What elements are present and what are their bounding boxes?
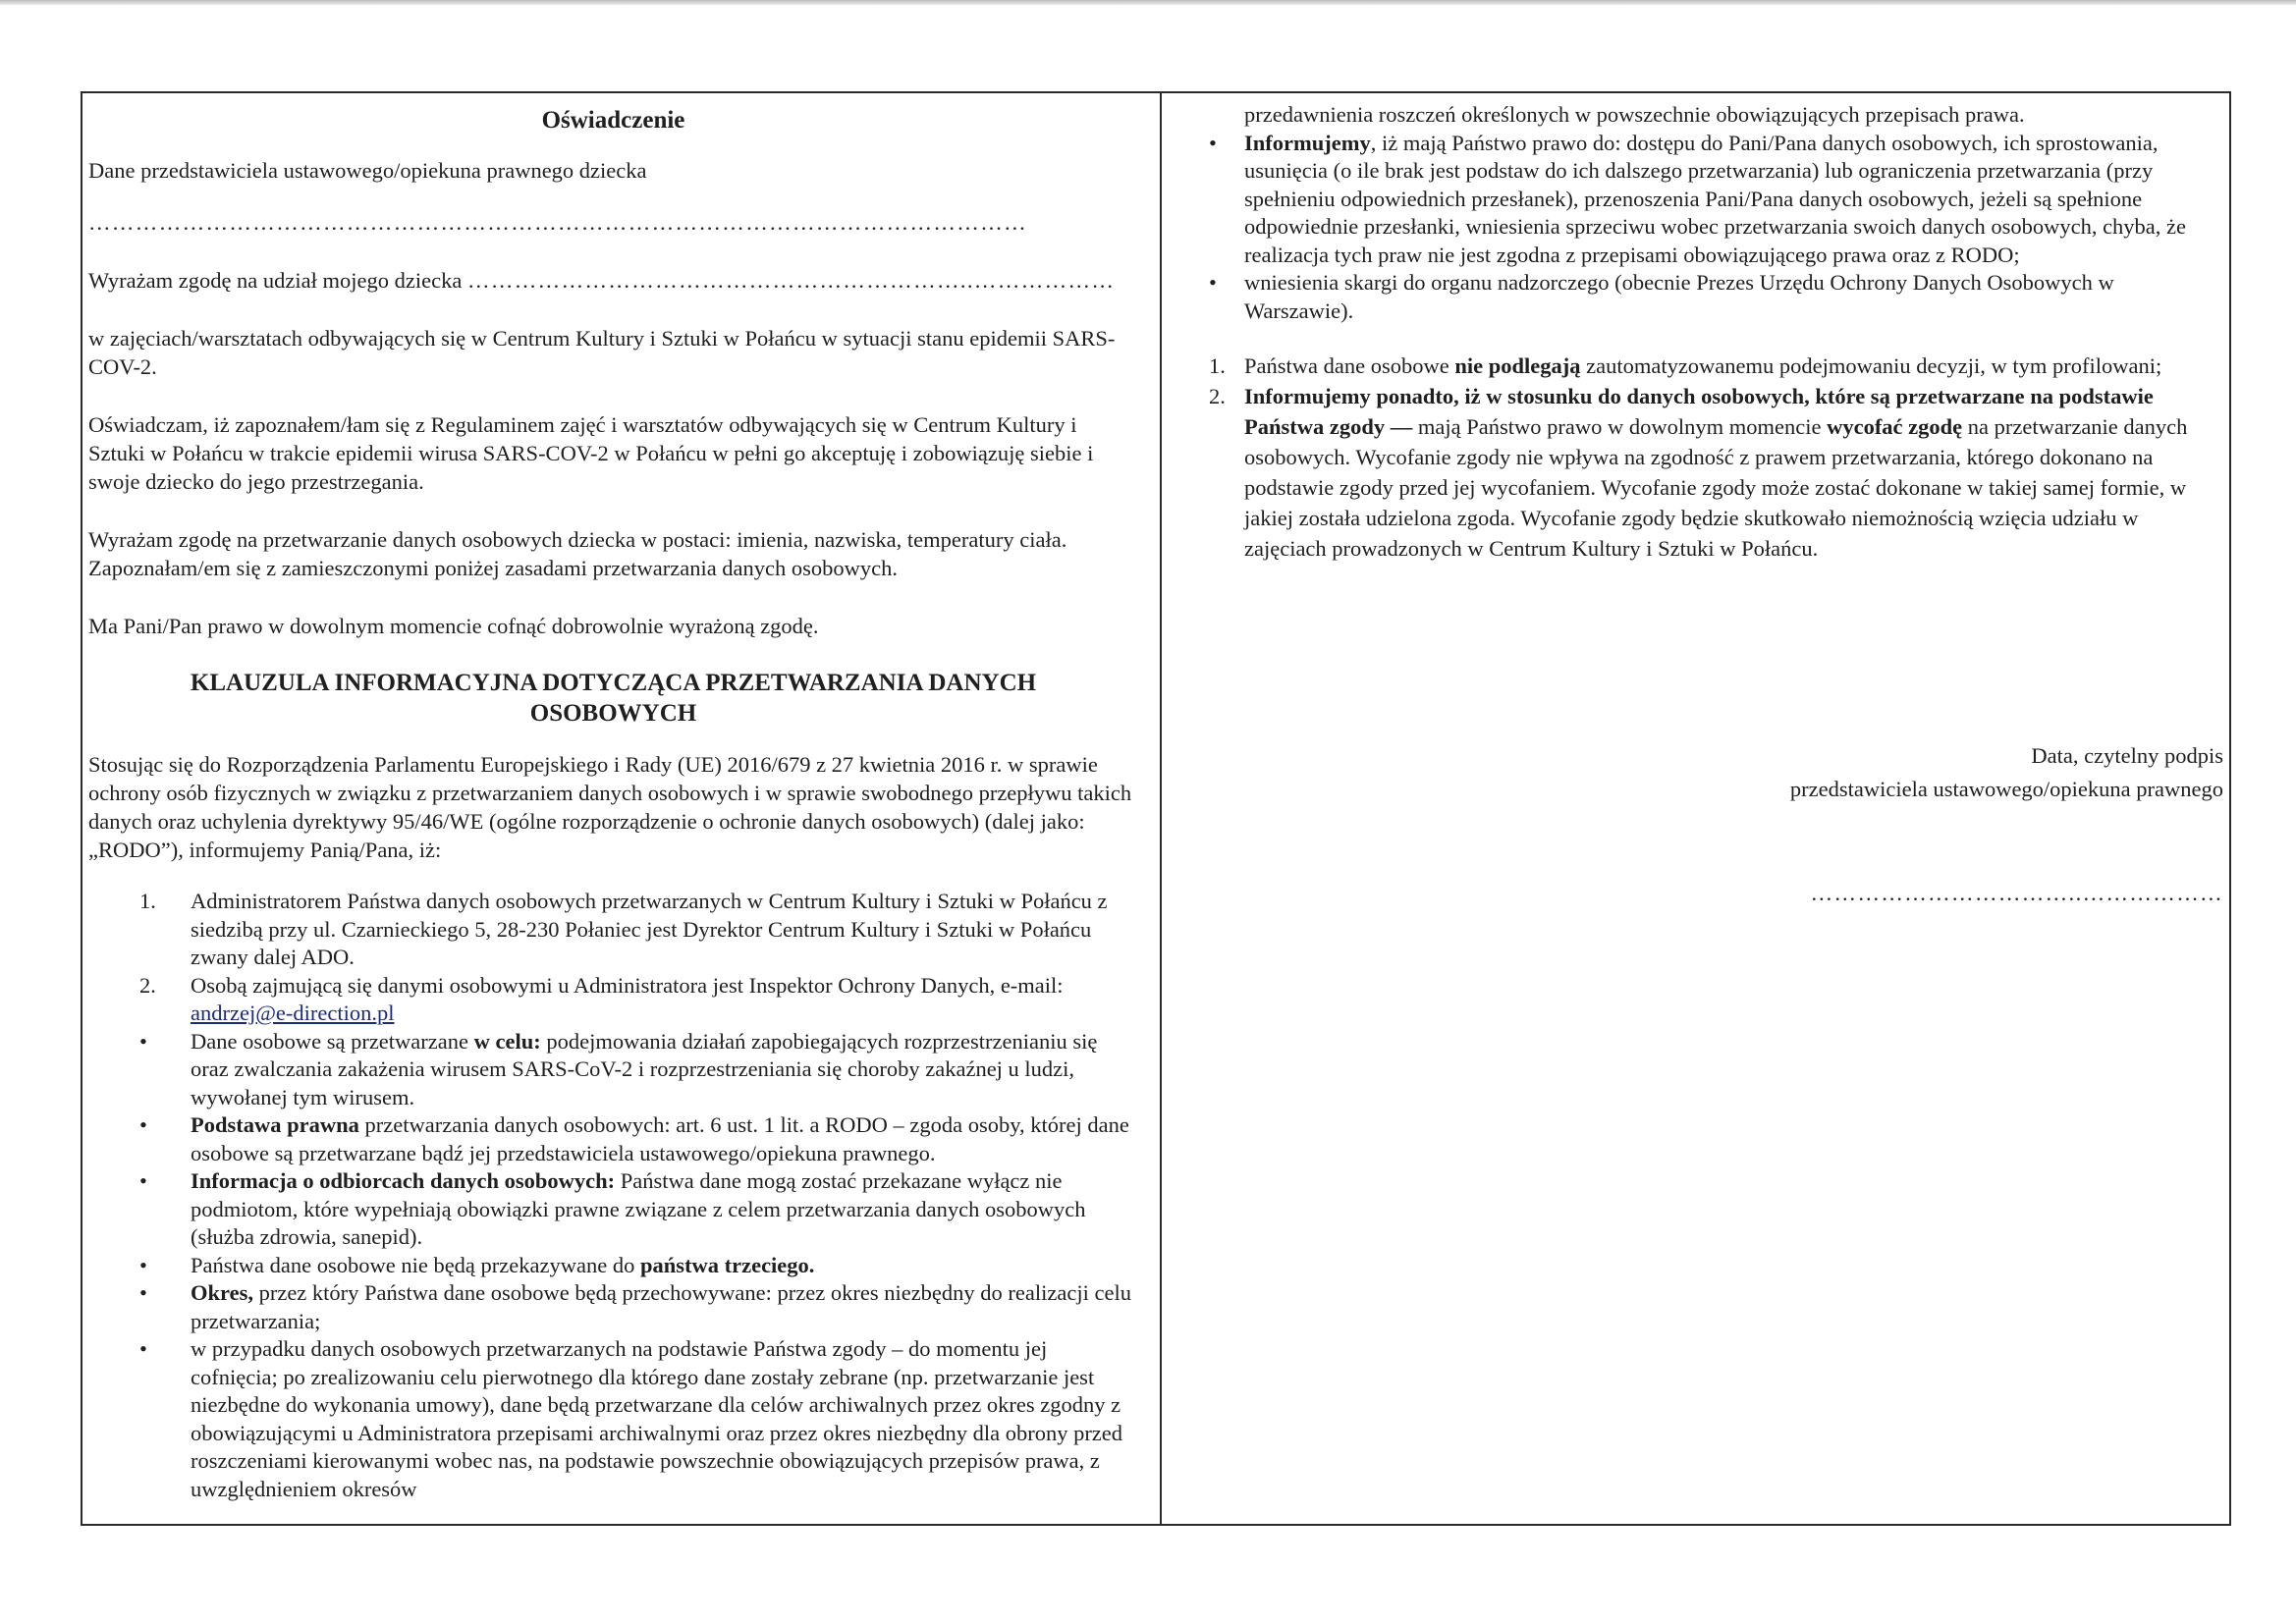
list-item: [1209, 381, 2225, 564]
item-marker: 1.: [1209, 353, 1226, 378]
item-text: przez który Państwa dane osobowe będą przechowywane: przez okres niezbędny do realizacji celu przetwarzania;: [191, 1280, 1131, 1333]
item-text: na przetwarzanie danych osobowych. Wycofanie zgody nie wpływa na zgodność z prawem przetwarzania, którego dokonano na podstawie zgody przed jej wycofaniem. Wycofanie zgody może zostać dokonane w takiej samej formie, w jakiej została udzielona zgoda. Wycofanie zgody będzie skutkowało niemożnością wzięcia udziału w zajęciach prowadzonych w Centrum Kultury i Sztuki w Połańcu.: [1244, 413, 2188, 561]
item-marker: •: [139, 1336, 147, 1361]
item-bold: wycofać zgodę: [1827, 413, 1963, 439]
item-marker: •: [139, 1280, 147, 1305]
continuation-text: przedawnienia roszczeń określonych w powszechnie obowiązujących przepisach prawa.: [1244, 102, 2025, 127]
item-text: Państwa dane mogą zostać przekazane wyłącz nie podmiotom, które wypełniają obowiązki prawne związane z celem przetwarzania danych osobowych (służba zdrowia, sanepid).: [191, 1168, 1086, 1249]
item-bold: Podstawa prawna: [191, 1112, 359, 1137]
list-item: [88, 1335, 1138, 1503]
list-item: [88, 1252, 1138, 1280]
child-name-dots: ………………………………………………………..………………: [466, 268, 1116, 293]
list-item: [88, 1279, 1138, 1335]
item-marker: 2.: [1209, 383, 1226, 408]
item-marker: •: [1209, 130, 1217, 155]
right-column: [1162, 93, 2231, 905]
regulation-declaration: Oświadczam, iż zapoznałem/łam się z Regulaminem zajęć i warsztatów odbywających się w Centrum Kultury i Sztuki w Połańcu w trakcie epidemii wirusa SARS-COV-2 w Połańcu w pełni go akceptuję i zobowiązuję siebie i swoje dziecko do jego przestrzegania.: [88, 412, 1094, 494]
item-text: Państwa dane osobowe: [1244, 353, 1455, 378]
list-item: [1209, 130, 2225, 270]
declaration-title: Oświadczenie: [541, 107, 685, 134]
item-marker: •: [139, 1112, 147, 1137]
item-text: Dane osobowe są przetwarzane: [191, 1028, 474, 1054]
item-text: Osobą zajmującą się danymi osobowymi u Administratora jest Inspektor Ochrony Danych, e-mail:: [191, 972, 1064, 998]
list-item: [88, 972, 1138, 1028]
item-text: w przypadku danych osobowych przetwarzanych na podstawie Państwa zgody – do momentu jej cofnięcia; po zrealizowaniu celu pierwotnego dla którego dane zostały zebrane (np. przetwarzanie jest niezbędne do wykonania umowy), dane będą przetwarzane dla celów archiwalnych przez okres zgodny z obowiązującymi u Administratora przepisami archiwalnymi oraz przez okres niezbędny dla obrony przed roszczeniami kierowanymi wobec nas, na podstawie powszechnie obowiązujących przepisów prawa, z uwzględnieniem okresów: [191, 1336, 1123, 1501]
item-bold: nie podlegają: [1454, 353, 1581, 378]
iod-email-link[interactable]: andrzej@e-direction.pl: [191, 1001, 395, 1025]
clause-intro: Stosując się do Rozporządzenia Parlamentu Europejskiego i Rady (UE) 2016/679 z 27 kwietnia 2016 r. w sprawie ochrony osób fizycznych w związku z przetwarzaniem danych osobowych i w sprawie swobodnego przepływu takich danych oraz uchylenia dyrektywy 95/46/WE (ogólne rozporządzenie o ochronie danych osobowych) (dalej jako: „RODO”), informujemy Panią/Pana, iż:: [88, 752, 1132, 862]
signature-label-line2: przedstawiciela ustawowego/opiekuna prawnego: [1789, 777, 2223, 801]
clause-list: [88, 888, 1138, 1503]
item-marker: •: [139, 1028, 147, 1054]
rights-list: [1209, 130, 2225, 326]
signature-dots-line: ……………………………..………………: [1810, 881, 2223, 905]
list-item: [88, 1111, 1138, 1167]
item-marker: •: [139, 1168, 147, 1193]
item-bold: Informacja o odbiorcach danych osobowych:: [191, 1168, 616, 1193]
rights-bold: Informujemy: [1244, 130, 1371, 155]
withdraw-consent-text: Ma Pani/Pan prawo w dowolnym momencie cofnąć dobrowolnie wyrażoną zgodę.: [88, 614, 819, 638]
item-text: mają Państwo prawo w dowolnym momencie: [1412, 413, 1828, 439]
guardian-label: Dane przedstawiciela ustawowego/opiekuna prawnego dziecka: [88, 158, 647, 183]
item-bold: Informujemy ponadto, iż w stosunku do danych osobowych, które są przetwarzane na podstawie Państwa zgody —: [1244, 383, 2154, 439]
item-text: zautomatyzowanemu podejmowaniu decyzji, w tym profilowani;: [1580, 353, 2162, 378]
data-consent-text: Wyrażam zgodę na przetwarzanie danych osobowych dziecka w postaci: imienia, nazwiska, temperatury ciała. Zapoznałam/em się z zamieszczonymi poniżej zasadami przetwarzania danych osobowych.: [88, 527, 1067, 580]
item-marker: 2.: [139, 972, 156, 998]
complaint-text: wniesienia skargi do organu nadzorczego (obecnie Prezes Urzędu Ochrony Danych Osobowych w Warszawie).: [1244, 270, 2114, 323]
clause-title: KLAUZULA INFORMACYJNA DOTYCZĄCA PRZETWARZANIA DANYCH OSOBOWYCH: [190, 670, 1037, 727]
list-item: [88, 1028, 1138, 1112]
item-bold: Okres,: [191, 1280, 253, 1305]
list-item: [1209, 352, 2225, 381]
activities-text: w zajęciach/warsztatach odbywających się w Centrum Kultury i Sztuki w Połańcu w sytuacji stanu epidemii SARS-COV-2.: [88, 326, 1116, 379]
item-marker: •: [139, 1252, 147, 1277]
rights-text: , iż mają Państwo prawo do: dostępu do Pani/Pana danych osobowych, ich sprostowania, usunięcia (o ile brak jest podstaw do ich dalszego przetwarzania) lub ograniczenia przetwarzania (przy spełnieniu odpowiednich przesłanek), przenoszenia Pani/Pana danych osobowych, jeżeli są spełnione odpowiednie przesłanki, wniesienia sprzeciwu wobec przetwarzania swoich danych osobowych, chyba, że realizacja tych praw nie jest zgodna z przepisami obowiązującego prawa oraz z RODO;: [1244, 130, 2187, 267]
left-column: [82, 93, 1160, 1503]
guardian-dots-line: …………………………………………………………………………………………………………: [88, 210, 1027, 235]
child-consent-line: [88, 266, 1138, 295]
item-text: przetwarzania danych osobowych: art. 6 ust. 1 lit. a RODO – zgoda osoby, której dane osobowe są przetwarzane bądź jej przedstawiciela ustawowego/opiekuna prawnego.: [191, 1112, 1129, 1165]
list-item: [88, 888, 1138, 972]
list-item: [1209, 269, 2225, 325]
item-marker: 1.: [139, 889, 156, 913]
document-frame: [81, 91, 2231, 1526]
item-text: Administratorem Państwa danych osobowych przetwarzanych w Centrum Kultury i Sztuki w Połańcu z siedzibą przy ul. Czarnieckiego 5, 28-230 Połaniec jest Dyrektor Centrum Kultury i Sztuki w Połańcu zwany dalej ADO.: [191, 889, 1108, 969]
list-item: [88, 1167, 1138, 1252]
item-bold: państwa trzeciego.: [639, 1252, 815, 1277]
item-bold: w celu:: [473, 1028, 541, 1054]
signature-block: [1790, 741, 2223, 908]
signature-label-line1: Data, czytelny podpis: [2031, 743, 2223, 768]
item-text: podejmowania działań zapobiegających rozprzestrzenianiu się oraz zwalczania zakażenia wirusem SARS-CoV-2 i rozprzestrzeniania się choroby zakaźnej u ludzi, wywołanej tym wirusem.: [191, 1028, 1098, 1109]
item-marker: •: [1209, 270, 1217, 295]
child-consent-label: Wyrażam zgodę na udział mojego dziecka: [88, 268, 463, 293]
scan-edge: [0, 0, 2296, 5]
item-text: Państwa dane osobowe nie będą przekazywane do: [191, 1252, 640, 1277]
numbered-list: [1209, 352, 2225, 564]
